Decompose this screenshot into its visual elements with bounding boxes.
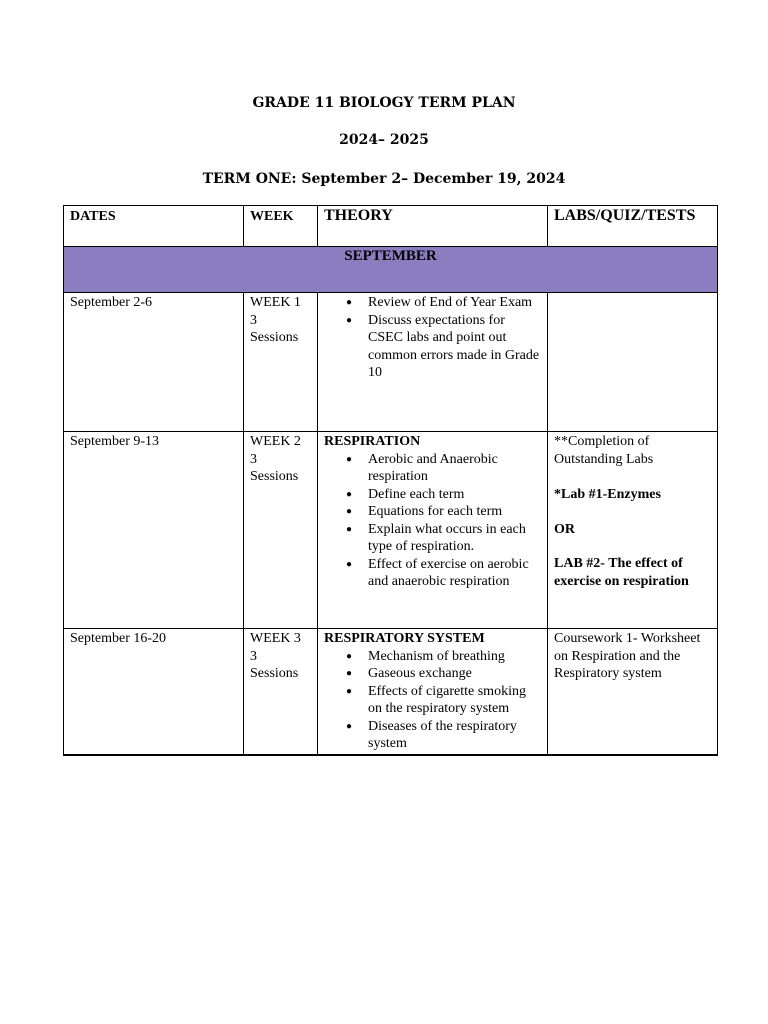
week-sessions-count: 3	[250, 648, 257, 664]
header-theory: THEORY	[318, 206, 548, 247]
month-label: SEPTEMBER	[64, 247, 718, 293]
list-item: ● Define each term	[368, 486, 541, 504]
topic-list	[324, 648, 541, 753]
labs-spacer	[554, 538, 711, 555]
week-sessions-label: Sessions	[250, 330, 299, 345]
list-item: ● Effect of exercise on aerobic and anaerobic respiration	[368, 556, 541, 591]
labs-lab-2: LAB #2- The effect of exercise on respiration	[554, 556, 689, 589]
list-item: ● Diseases of the respiratory system	[368, 718, 541, 753]
header-week: WEEK	[244, 206, 318, 247]
row-dates: September 9-13	[64, 432, 244, 629]
week-sessions-count: 3	[250, 312, 257, 328]
list-item: ● Discuss expectations for CSEC labs and point out common errors made in Grade 10	[368, 312, 541, 382]
week-sessions-count: 3	[250, 451, 257, 467]
row-week	[244, 293, 318, 432]
labs-completion: **Completion of Outstanding Labs	[554, 434, 654, 467]
week-sessions-label: Sessions	[250, 469, 299, 484]
labs-spacer	[554, 504, 711, 521]
list-item: ● Effects of cigarette smoking on the respiratory system	[368, 683, 541, 718]
table-row	[64, 432, 718, 629]
header-labs: LABS/QUIZ/TESTS	[548, 206, 718, 247]
topic-heading: RESPIRATORY SYSTEM	[324, 631, 485, 646]
row-week	[244, 432, 318, 629]
document-term: TERM ONE: September 2– December 19, 2024	[202, 171, 566, 187]
labs-lab-1: *Lab #1-Enzymes	[554, 487, 661, 502]
row-theory	[318, 629, 548, 755]
list-item: ● Mechanism of breathing	[368, 648, 541, 666]
document-title: GRADE 11 BIOLOGY TERM PLAN	[252, 95, 516, 111]
row-labs	[548, 293, 718, 432]
topic-list	[324, 294, 541, 382]
list-item: ● Review of End of Year Exam	[368, 294, 541, 312]
week-number: WEEK 1	[250, 295, 301, 310]
list-item: ● Aerobic and Anaerobic respiration	[368, 451, 541, 486]
list-item: ● Equations for each term	[368, 503, 541, 521]
table-row	[64, 629, 718, 755]
term-plan-table	[63, 205, 718, 756]
document-year: 2024– 2025	[339, 132, 429, 148]
topic-heading: RESPIRATION	[324, 434, 421, 449]
week-number: WEEK 2	[250, 434, 301, 449]
row-dates: September 16-20	[64, 629, 244, 755]
list-item: ● Gaseous exchange	[368, 665, 541, 683]
labs-spacer	[554, 468, 711, 485]
row-theory	[318, 432, 548, 629]
list-item: ● Explain what occurs in each type of respiration.	[368, 521, 541, 556]
table-row	[64, 293, 718, 432]
row-theory	[318, 293, 548, 432]
labs-coursework: Coursework 1- Worksheet on Respiration and the Respiratory system	[554, 631, 701, 681]
week-number: WEEK 3	[250, 631, 301, 646]
row-labs	[548, 629, 718, 755]
month-row	[64, 247, 718, 293]
row-week	[244, 629, 318, 755]
row-dates: September 2-6	[64, 293, 244, 432]
row-labs	[548, 432, 718, 629]
labs-or: OR	[554, 521, 575, 537]
table-header-row	[64, 206, 718, 247]
topic-list	[324, 451, 541, 591]
week-sessions-label: Sessions	[250, 666, 299, 681]
header-dates: DATES	[64, 206, 244, 247]
